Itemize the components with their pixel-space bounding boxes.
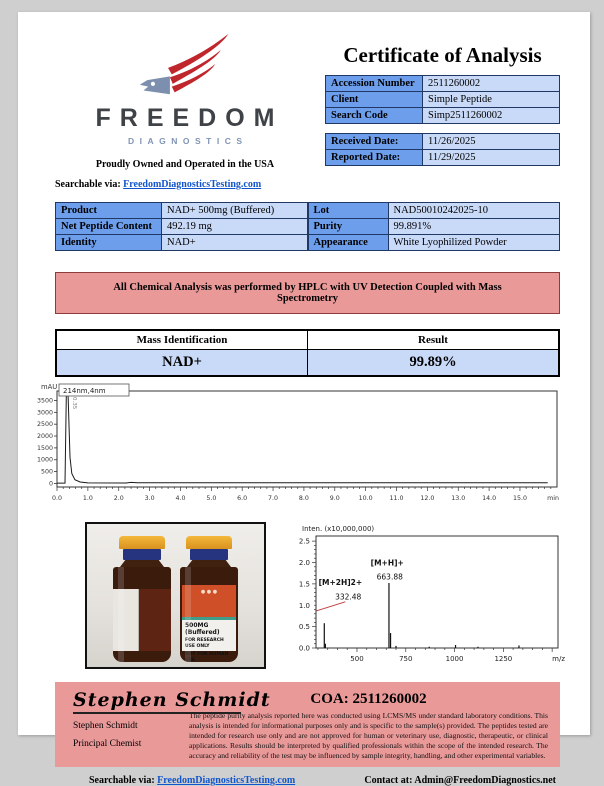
- searchable-line-top: [55, 179, 315, 190]
- svg-text:1.0: 1.0: [298, 601, 310, 610]
- reported-date-value: 11/29/2025: [423, 150, 560, 166]
- table-header-row: [56, 330, 559, 350]
- table-row: [308, 219, 560, 235]
- vial-body: [180, 567, 238, 662]
- svg-text:6.0: 6.0: [237, 495, 248, 502]
- contact-email: Admin@FreedomDiagnostics.net: [414, 775, 556, 786]
- title-column: [325, 30, 560, 190]
- client-label: Client: [326, 92, 423, 108]
- net-peptide-content-label: Net Peptide Content: [56, 219, 162, 235]
- identity-value: NAD+: [162, 235, 308, 251]
- vial-label-text-area: [182, 620, 236, 662]
- contact-label: Contact at:: [364, 775, 413, 786]
- coa-number: COA: 2511260002: [310, 691, 427, 707]
- footer: [55, 775, 560, 786]
- header-row: [55, 30, 560, 190]
- accession-number-value: 2511260002: [423, 76, 560, 92]
- searchable-label: Searchable via:: [55, 179, 121, 190]
- lot-table: [308, 202, 561, 251]
- svg-text:500: 500: [40, 468, 53, 476]
- page-title: Certificate of Analysis: [343, 43, 542, 67]
- eagle-logo-icon: [121, 32, 249, 98]
- svg-text:0.0: 0.0: [51, 495, 63, 502]
- svg-text:1250: 1250: [494, 655, 513, 663]
- svg-text:[M+H]+: [M+H]+: [370, 558, 404, 568]
- client-value: Simple Peptide: [423, 92, 560, 108]
- purity-label: Purity: [308, 219, 388, 235]
- svg-text:2000: 2000: [36, 433, 53, 441]
- searchable-line-bottom: [89, 775, 295, 786]
- hplc-chromatogram-chart: [33, 383, 560, 516]
- appearance-label: Appearance: [308, 235, 388, 251]
- handwritten-signature: Stephen Schmidt: [73, 689, 241, 714]
- svg-text:[M+2H]2+: [M+2H]2+: [318, 578, 363, 588]
- signature-column: [73, 689, 271, 761]
- accession-number-label: Accession Number: [326, 76, 423, 92]
- svg-text:mAU: mAU: [41, 383, 58, 391]
- search-code-value: Simp2511260002: [423, 108, 560, 124]
- svg-text:500: 500: [350, 655, 364, 663]
- signature-block: [55, 682, 560, 767]
- table-row: [56, 350, 559, 377]
- searchable-label: Searchable via:: [89, 775, 155, 786]
- table-row: [326, 76, 560, 92]
- table-row: [56, 235, 308, 251]
- table-row: [308, 235, 560, 251]
- svg-text:11.0: 11.0: [389, 495, 404, 502]
- svg-text:9.0: 9.0: [329, 495, 340, 502]
- net-peptide-content-value: 492.19 mg: [162, 219, 308, 235]
- svg-text:214nm,4nm: 214nm,4nm: [63, 387, 106, 395]
- mass-identification-header: Mass Identification: [56, 330, 308, 350]
- vial-label-side: [113, 589, 171, 651]
- received-date-value: 11/26/2025: [423, 134, 560, 150]
- table-row: [326, 150, 560, 166]
- searchable-link-top[interactable]: FreedomDiagnosticsTesting.com: [123, 179, 262, 190]
- table-row: [56, 203, 308, 219]
- vial-neck: [187, 560, 231, 567]
- vial-body: [113, 567, 171, 662]
- disclaimer-text: The peptide purity analysis reported here was conducted using LCMS/MS under standard laboratory conditions. This analysis is intended for informational purposes only and is specific to the sample(s) provided. The peptides tested are intended for research use only and are not approved for human or veterinary use, diagnostic, therapeutic, or clinical applications. Results should be interpreted by qualified professionals within the scope of the intended research. The accuracy and reliability of the test may be influenced by sample integrity, handling, and other experimental variables.: [189, 711, 548, 761]
- svg-text:10.0: 10.0: [358, 495, 373, 502]
- vial-neck: [120, 560, 164, 567]
- vial-right: [180, 536, 238, 662]
- svg-text:0.35: 0.35: [70, 397, 77, 410]
- mass-identification-table: [55, 329, 560, 377]
- identity-label: Identity: [56, 235, 162, 251]
- svg-text:3.0: 3.0: [144, 495, 155, 502]
- mass-identification-value: NAD+: [56, 350, 308, 377]
- brand-column: [55, 30, 315, 190]
- svg-text:m/z: m/z: [552, 655, 565, 663]
- appearance-value: White Lyophilized Powder: [388, 235, 560, 251]
- signer-role: Principal Chemist: [73, 739, 142, 749]
- svg-text:4.0: 4.0: [175, 495, 186, 502]
- vial-cap: [119, 536, 165, 549]
- lot-label: Lot: [308, 203, 388, 219]
- vial-warning-text-2: NOT FOR HUMAN USE: [185, 651, 229, 662]
- svg-text:5.0: 5.0: [206, 495, 217, 502]
- product-vials-photo: [85, 522, 266, 669]
- svg-text:1.5: 1.5: [298, 580, 310, 589]
- vial-left: [113, 536, 171, 662]
- svg-text:8.0: 8.0: [298, 495, 309, 502]
- table-row: [326, 134, 560, 150]
- svg-text:332.48: 332.48: [335, 592, 362, 602]
- product-label: Product: [56, 203, 162, 219]
- vial-cap: [186, 536, 232, 549]
- result-header: Result: [308, 330, 560, 350]
- svg-text:7.0: 7.0: [268, 495, 279, 502]
- svg-text:0.5: 0.5: [298, 623, 310, 632]
- product-table: [55, 202, 308, 251]
- svg-text:2500: 2500: [36, 421, 53, 429]
- dates-table: [325, 133, 560, 166]
- mass-spectrum-chart: [286, 522, 566, 674]
- accession-table: [325, 75, 560, 124]
- signer-name: Stephen Schmidt: [73, 721, 138, 731]
- contact-line: [364, 775, 556, 786]
- svg-text:3500: 3500: [36, 397, 53, 405]
- lot-value: NAD50010242025-10: [388, 203, 560, 219]
- svg-text:13.0: 13.0: [451, 495, 466, 502]
- logo-subtitle: DIAGNOSTICS: [127, 136, 248, 146]
- result-value: 99.89%: [308, 350, 560, 377]
- svg-text:750: 750: [399, 655, 413, 663]
- vial-label-front: [182, 585, 236, 662]
- certificate-page: [18, 12, 590, 786]
- logo-name: FREEDOM: [95, 104, 284, 132]
- usa-tagline: Proudly Owned and Operated in the USA: [95, 159, 275, 170]
- svg-text:1000: 1000: [445, 655, 464, 663]
- reported-date-label: Reported Date:: [326, 150, 423, 166]
- svg-text:2.5: 2.5: [298, 537, 310, 546]
- vial-seal: [190, 549, 228, 560]
- svg-text:0: 0: [48, 480, 53, 488]
- product-lot-row: [55, 202, 560, 251]
- svg-text:1500: 1500: [36, 444, 53, 452]
- freedom-diagnostics-logo: [55, 30, 315, 146]
- vial-label-brand-area: ● ● ●: [182, 585, 236, 617]
- purity-value: 99.891%: [388, 219, 560, 235]
- received-date-label: Received Date:: [326, 134, 423, 150]
- vial-seal: [123, 549, 161, 560]
- table-row: [326, 92, 560, 108]
- analysis-method-banner: All Chemical Analysis was performed by HPLC with UV Detection Coupled with Mass Spectrometry: [55, 272, 560, 314]
- searchable-link-bottom[interactable]: FreedomDiagnosticsTesting.com: [157, 775, 296, 786]
- svg-text:3000: 3000: [36, 409, 53, 417]
- table-row: [56, 219, 308, 235]
- svg-text:2.0: 2.0: [113, 495, 124, 502]
- svg-text:12.0: 12.0: [420, 495, 435, 502]
- evidence-row: [55, 522, 565, 674]
- table-row: [308, 203, 560, 219]
- vial-warning-text-1: FOR RESEARCH USE ONLY: [185, 638, 224, 649]
- svg-text:14.0: 14.0: [482, 495, 497, 502]
- search-code-label: Search Code: [326, 108, 423, 124]
- svg-text:1.0: 1.0: [82, 495, 93, 502]
- svg-text:2.0: 2.0: [298, 559, 310, 568]
- product-value: NAD+ 500mg (Buffered): [162, 203, 308, 219]
- svg-text:663.88: 663.88: [376, 572, 403, 582]
- svg-text:0.0: 0.0: [298, 644, 310, 653]
- svg-text:15.0: 15.0: [512, 495, 527, 502]
- svg-text:Inten. (x10,000,000): Inten. (x10,000,000): [302, 525, 375, 533]
- table-row: [326, 108, 560, 124]
- svg-text:1000: 1000: [36, 456, 53, 464]
- svg-text:min: min: [547, 495, 559, 502]
- vial-strength-text: 500MG (Buffered): [185, 622, 220, 636]
